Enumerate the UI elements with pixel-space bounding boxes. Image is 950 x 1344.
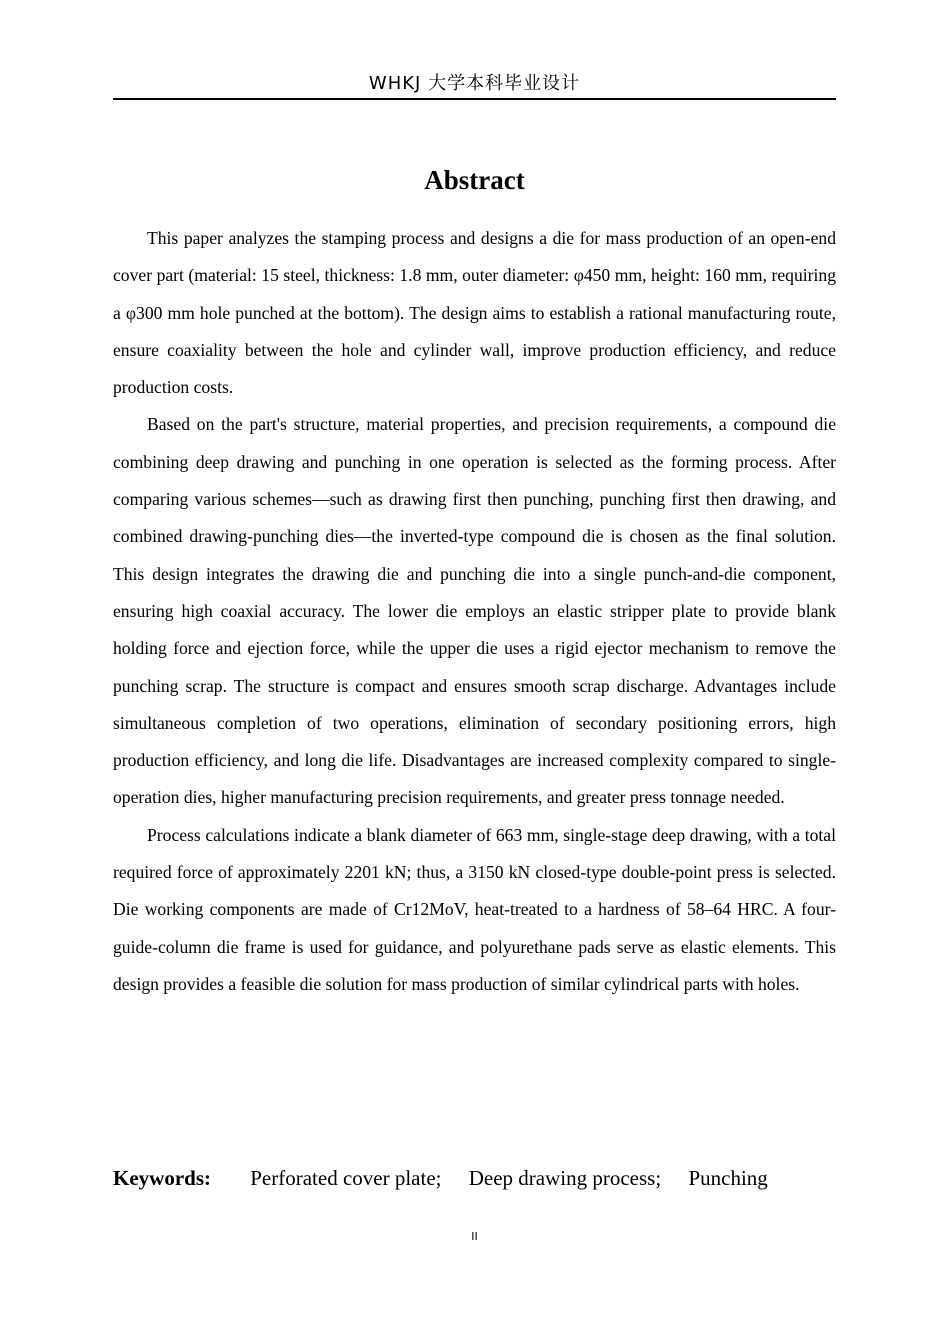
running-header: WHKJ 大学本科毕业设计 bbox=[113, 70, 836, 100]
abstract-paragraph-3: Process calculations indicate a blank diameter of 663 mm, single-stage deep drawing, with a total required force of approximately 2201 kN; thus, a 3150 kN closed-type double-point press is selected. Die working components are made of Cr12MoV, heat-treated to a hardness of 58–64 HRC. A four-guide-column die frame is used for guidance, and polyurethane pads serve as elastic elements. This design provides a feasible die solution for mass production of similar cylindrical parts with holes. bbox=[113, 824, 836, 994]
abstract-title: Abstract bbox=[424, 165, 525, 195]
abstract-body bbox=[113, 220, 836, 1003]
page-number: II bbox=[471, 1230, 478, 1243]
abstract-paragraph-1: This paper analyzes the stamping process and designs a die for mass production of an open-end cover part (material: 15 steel, thickness: 1.8 mm, outer diameter: φ450 mm, height: 160 mm, requiring a φ300 mm hole punched at the bottom). The design aims to establish a rational manufacturing route, ensure coaxiality between the hole and cylinder wall, improve production efficiency, and reduce production costs. bbox=[113, 228, 836, 398]
abstract-paragraph-2: Based on the part's structure, material properties, and precision requirements, a compound die combining deep drawing and punching in one operation is selected as the forming process. After comparing various schemes—such as drawing first then punching, punching first then drawing, and combined drawing-punching dies—the inverted-type compound die is chosen as the final solution. This design integrates the drawing die and punching die into a single punch-and-die component, ensuring high coaxial accuracy. The lower die employs an elastic stripper plate to provide blank holding force and ejection force, while the upper die uses a rigid ejector mechanism to remove the punching scrap. The structure is compact and ensures smooth scrap discharge. Advantages include simultaneous completion of two operations, elimination of secondary positioning errors, high production efficiency, and long die life. Disadvantages are increased complexity compared to single-operation dies, higher manufacturing precision requirements, and greater press tonnage needed. bbox=[113, 414, 836, 808]
keyword-item: Deep drawing process; bbox=[468, 1166, 662, 1190]
keyword-item: Punching bbox=[688, 1166, 768, 1190]
keywords-label: Keywords: bbox=[113, 1166, 211, 1190]
keyword-item: Perforated cover plate; bbox=[250, 1166, 442, 1190]
keywords-line bbox=[113, 1162, 836, 1194]
